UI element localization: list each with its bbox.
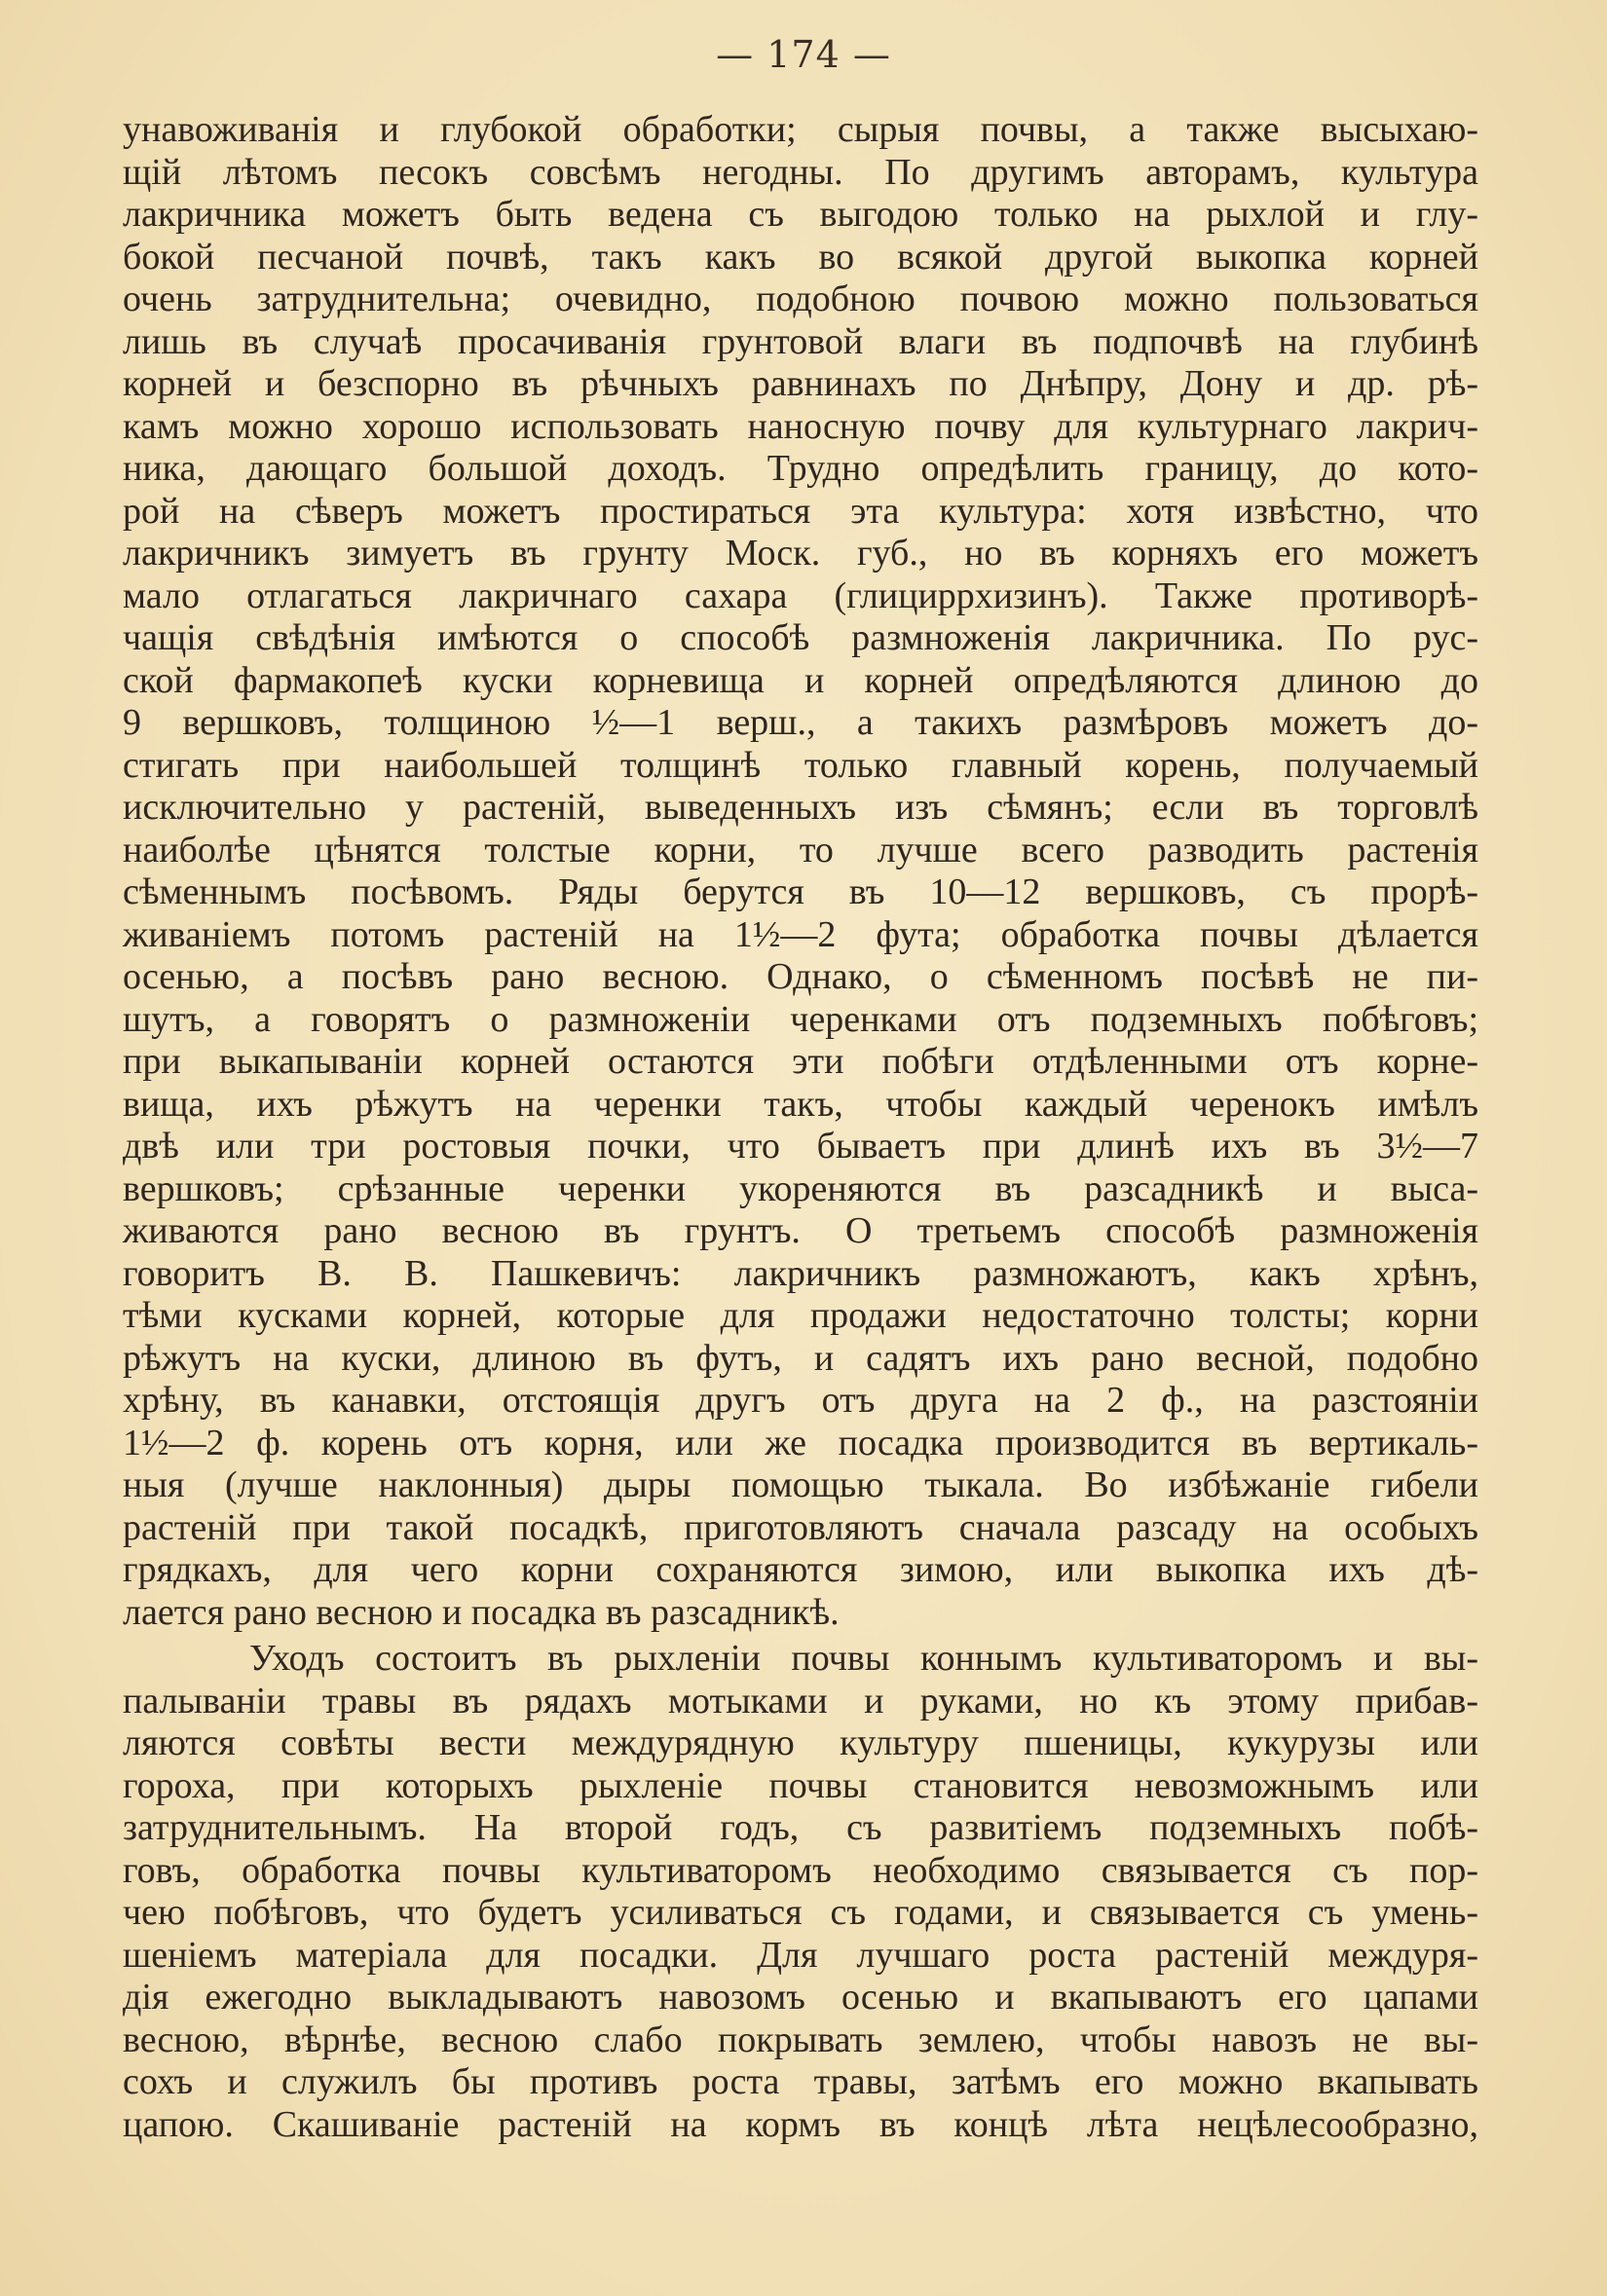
text-line: гороха, при которыхъ рыхленіе почвы становится невозможнымъ или xyxy=(123,1764,1478,1806)
text-line: ской фармакопеѣ куски корневища и корней опредѣляются длиною до xyxy=(123,659,1478,701)
text-line: хрѣну, въ канавки, отстоящія другъ отъ друга на 2 ф., на разстояніи xyxy=(123,1380,1478,1421)
text-line: при выкапываніи корней остаются эти побѣги отдѣленными отъ корне- xyxy=(123,1041,1478,1082)
text-line: растеній при такой посадкѣ, приготовляютъ сначала разсаду на особыхъ xyxy=(123,1506,1478,1548)
text-line: лакричника можетъ быть ведена съ выгодою только на рыхлой и глу- xyxy=(123,194,1478,235)
text-line: сѣменнымъ посѣвомъ. Ряды берутся въ 10—12 вершковъ, съ прорѣ- xyxy=(123,871,1478,912)
text-line: ляются совѣты вести междурядную культуру пшеницы, кукурузы или xyxy=(123,1722,1478,1763)
text-line: живаются рано весною въ грунтъ. О третьемъ способѣ размноженія xyxy=(123,1210,1478,1251)
text-line: весною, вѣрнѣе, весною слабо покрывать землею, чтобы навозъ не вы- xyxy=(123,2018,1478,2060)
text-line: щій лѣтомъ песокъ совсѣмъ негодны. По другимъ авторамъ, культура xyxy=(123,151,1478,193)
text-line: ныя (лучше наклонныя) дыры помощью тыкала. Во избѣжаніе гибели xyxy=(123,1464,1478,1505)
text-line: стигать при наибольшей толщинѣ только главный корень, получаемый xyxy=(123,744,1478,786)
text-line: камъ можно хорошо использовать наносную почву для культурнаго лакрич- xyxy=(123,405,1478,447)
text-line: наиболѣе цѣнятся толстые корни, то лучше всего разводить растенія xyxy=(123,829,1478,870)
text-line: осенью, а посѣвъ рано весною. Однако, о сѣменномъ посѣвѣ не пи- xyxy=(123,956,1478,997)
text-line: чащія свѣдѣнія имѣются о способѣ размноженія лакричника. По рус- xyxy=(123,617,1478,658)
text-line: шеніемъ матеріала для посадки. Для лучшаго роста растеній междуря- xyxy=(123,1934,1478,1976)
text-line: рой на сѣверъ можетъ простираться эта культура: хотя извѣстно, что xyxy=(123,490,1478,532)
text-line: 1½—2 ф. корень отъ корня, или же посадка производится въ вертикаль- xyxy=(123,1422,1478,1463)
text-line: унавоживанія и глубокой обработки; сырыя почвы, а также высыхаю- xyxy=(123,109,1478,150)
text-line: Уходъ состоитъ въ рыхленіи почвы коннымъ культиваторомъ и вы- xyxy=(249,1638,1478,1679)
text-line: двѣ или три ростовыя почки, что бываетъ при длинѣ ихъ въ 3½—7 xyxy=(123,1126,1478,1167)
text-line: ника, дающаго большой доходъ. Трудно опредѣлить границу, до кото- xyxy=(123,448,1478,489)
text-line: вершковъ; срѣзанные черенки укореняются въ разсадникѣ и выса- xyxy=(123,1167,1478,1209)
page-number: — 174 — xyxy=(716,33,891,76)
paragraph-1 xyxy=(123,109,1478,1634)
body-text xyxy=(123,109,1478,2146)
text-line: говоритъ В. В. Пашкевичъ: лакричникъ размножаютъ, какъ хрѣнъ, xyxy=(123,1252,1478,1294)
text-line: цапою. Скашиваніе растеній на кормъ въ концѣ лѣта нецѣлесообразно, xyxy=(123,2103,1478,2145)
text-line: лакричникъ зимуетъ въ грунту Моск. губ., но въ корняхъ его можетъ xyxy=(123,533,1478,574)
text-line: говъ, обработка почвы культиваторомъ необходимо связывается съ пор- xyxy=(123,1849,1478,1891)
text-line: палываніи травы въ рядахъ мотыками и руками, но къ этому прибав- xyxy=(123,1680,1478,1722)
text-line: мало отлагаться лакричнаго сахара (глициррхизинъ). Также противорѣ- xyxy=(123,574,1478,616)
text-line: исключительно у растеній, выведенныхъ изъ сѣмянъ; если въ торговлѣ xyxy=(123,787,1478,828)
text-line: затруднительнымъ. На второй годъ, съ развитіемъ подземныхъ побѣ- xyxy=(123,1807,1478,1848)
text-line: рѣжутъ на куски, длиною въ футъ, и садятъ ихъ рано весной, подобно xyxy=(123,1337,1478,1379)
paragraph-2 xyxy=(123,1638,1478,2146)
text-line: сохъ и служилъ бы противъ роста травы, затѣмъ его можно вкапывать xyxy=(123,2061,1478,2102)
text-line: 9 вершковъ, толщиною ½—1 верш., а такихъ размѣровъ можетъ до- xyxy=(123,702,1478,743)
text-line: шутъ, а говорятъ о размноженіи черенками отъ подземныхъ побѣговъ; xyxy=(123,998,1478,1040)
text-line: вища, ихъ рѣжутъ на черенки такъ, чтобы каждый черенокъ имѣлъ xyxy=(123,1083,1478,1125)
text-line: лается рано весною и посадка въ разсадникѣ. xyxy=(123,1591,840,1633)
text-line: грядкахъ, для чего корни сохраняются зимою, или выкопка ихъ дѣ- xyxy=(123,1549,1478,1590)
text-line: корней и безспорно въ рѣчныхъ равнинахъ по Днѣпру, Дону и др. рѣ- xyxy=(123,363,1478,404)
text-line: живаніемъ потомъ растеній на 1½—2 фута; обработка почвы дѣлается xyxy=(123,913,1478,955)
text-line: бокой песчаной почвѣ, такъ какъ во всякой другой выкопка корней xyxy=(123,236,1478,278)
text-line: чею побѣговъ, что будетъ усиливаться съ годами, и связывается съ умень- xyxy=(123,1892,1478,1933)
text-line: дія ежегодно выкладываютъ навозомъ осенью и вкапываютъ его цапами xyxy=(123,1977,1478,2018)
text-line: лишь въ случаѣ просачиванія грунтовой влаги въ подпочвѣ на глубинѣ xyxy=(123,320,1478,362)
text-line: очень затруднительна; очевидно, подобною почвою можно пользоваться xyxy=(123,278,1478,319)
text-line: тѣми кусками корней, которые для продажи недостаточно толсты; корни xyxy=(123,1295,1478,1336)
